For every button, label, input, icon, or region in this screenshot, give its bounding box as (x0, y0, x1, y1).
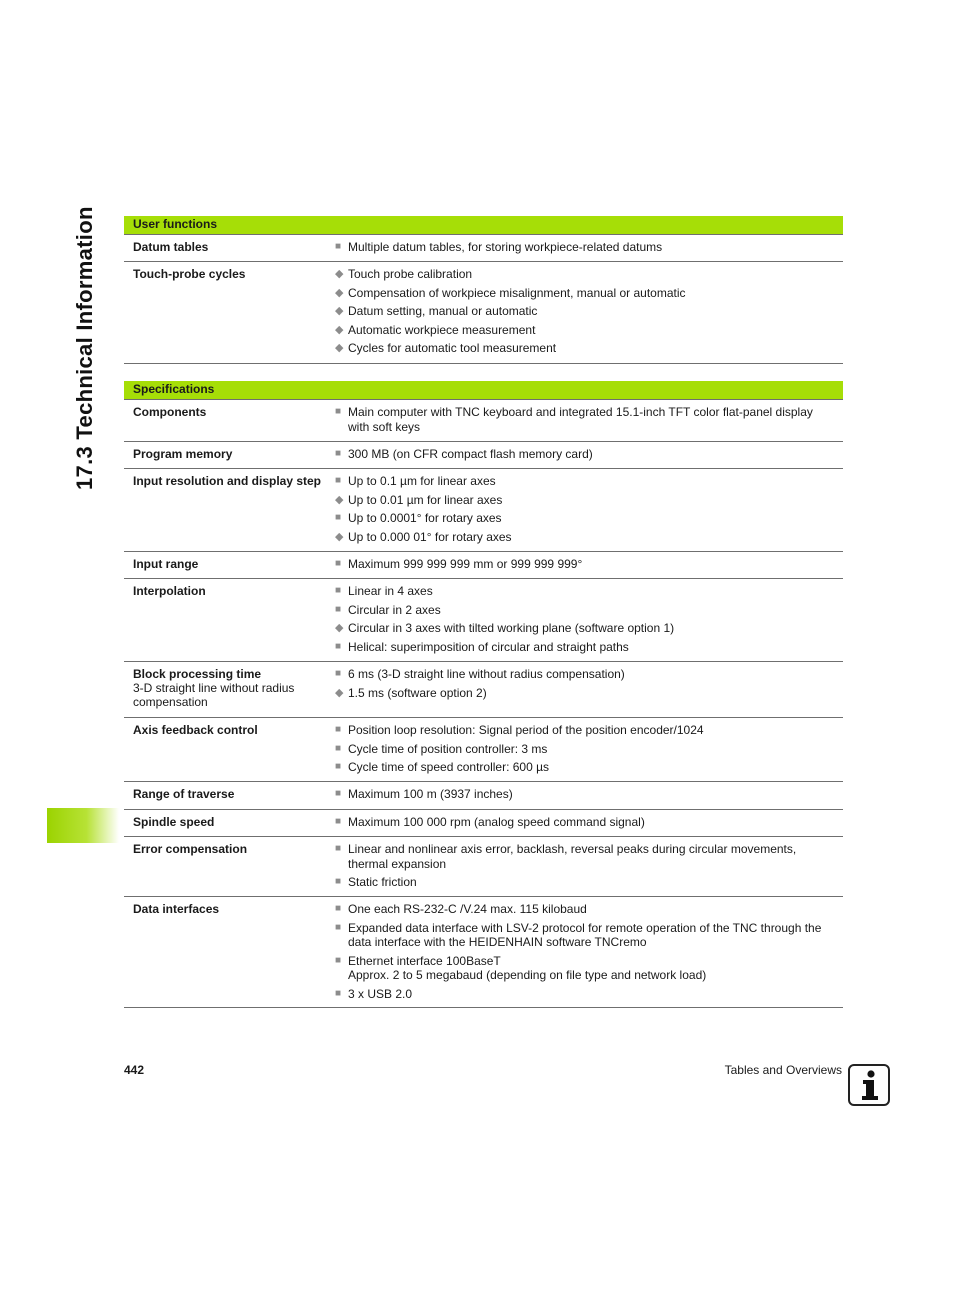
row-label: Axis feedback control (133, 723, 258, 737)
square-bullet-icon: ■ (335, 903, 342, 914)
row-label: Spindle speed (133, 815, 215, 829)
list-item (335, 875, 835, 890)
item-text: Up to 0.0001° for rotary axes (348, 511, 502, 525)
row-label-cell (124, 667, 335, 717)
item-text: Up to 0.000 01° for rotary axes (348, 529, 512, 544)
item-text: Maximum 100 m (3937 inches) (348, 787, 513, 801)
square-bullet-icon: ■ (335, 761, 342, 772)
table-row (124, 579, 843, 662)
diamond-bullet-icon: ◆ (335, 622, 344, 634)
square-bullet-icon: ■ (335, 640, 342, 652)
square-bullet-icon: ■ (335, 954, 342, 966)
table-row (124, 837, 843, 897)
row-label: Datum tables (133, 240, 209, 254)
row-values (335, 584, 843, 661)
row-values (335, 557, 843, 578)
table-row (124, 442, 843, 469)
item-text: Expanded data interface with LSV-2 protocol for remote operation of the TNC through the data interface with the HEIDENHAIN software TNCremo (348, 920, 822, 949)
row-label-cell (124, 474, 335, 551)
list-item (335, 815, 835, 830)
row-label: Input range (133, 557, 199, 571)
item-text: Circular in 3 axes with tilted working plane (software option 1) (348, 621, 675, 635)
diamond-bullet-icon: ◆ (335, 493, 344, 506)
section-header: User functions (124, 216, 843, 235)
square-bullet-icon: ■ (335, 987, 342, 999)
item-text: Linear and nonlinear axis error, backlash, reversal peaks during circular movements, thermal expansion (348, 842, 797, 871)
item-text: 1.5 ms (software option 2) (348, 685, 487, 700)
row-values (335, 723, 843, 781)
row-values (335, 405, 843, 441)
diamond-bullet-icon: ◆ (335, 305, 344, 317)
item-text: Multiple datum tables, for storing workpiece-related datums (348, 240, 663, 254)
specifications-table (124, 381, 843, 1008)
list-item (335, 954, 835, 983)
item-text: Cycle time of position controller: 3 ms (348, 741, 548, 756)
user-functions-table (124, 216, 843, 364)
row-sublabel: 3-D straight line without radius compensation (133, 681, 295, 709)
square-bullet-icon: ■ (335, 816, 342, 827)
square-bullet-icon: ■ (335, 921, 342, 933)
row-values (335, 667, 843, 717)
list-item (335, 286, 835, 301)
diamond-bullet-icon: ◆ (335, 268, 344, 280)
row-label: Range of traverse (133, 787, 235, 801)
diamond-bullet-icon: ◆ (335, 342, 344, 354)
list-item (335, 405, 835, 434)
item-text: 300 MB (on CFR compact flash memory card) (348, 447, 593, 461)
row-label-cell (124, 584, 335, 661)
list-item (335, 323, 835, 338)
chapter-name: Tables and Overviews (724, 1063, 842, 1077)
item-text: Up to 0.01 µm for linear axes (348, 492, 503, 507)
row-label-cell (124, 405, 335, 441)
row-values (335, 447, 843, 468)
row-label-cell (124, 267, 335, 363)
square-bullet-icon: ■ (335, 475, 342, 486)
item-text: Automatic workpiece measurement (348, 322, 536, 337)
table-row (124, 235, 843, 262)
square-bullet-icon: ■ (335, 448, 342, 459)
square-bullet-icon: ■ (335, 788, 342, 799)
list-item (335, 742, 835, 757)
list-item (335, 621, 835, 636)
diamond-bullet-icon: ◆ (335, 323, 344, 336)
row-label: Interpolation (133, 584, 206, 598)
item-text: Compensation of workpiece misalignment, manual or automatic (348, 285, 686, 300)
list-item (335, 493, 835, 508)
table-row (124, 782, 843, 810)
list-item (335, 760, 835, 775)
row-label: Touch-probe cycles (133, 267, 246, 281)
item-text: 3 x USB 2.0 (348, 986, 413, 1001)
diamond-bullet-icon: ◆ (335, 686, 344, 699)
list-item (335, 640, 835, 655)
list-item (335, 240, 835, 255)
item-text: Up to 0.1 µm for linear axes (348, 474, 496, 488)
list-item (335, 686, 835, 701)
row-label-cell (124, 447, 335, 468)
table-row (124, 718, 843, 782)
item-text: Linear in 4 axes (348, 584, 433, 598)
row-label-cell (124, 842, 335, 896)
list-item (335, 902, 835, 917)
item-text: Position loop resolution: Signal period of the position encoder/1024 (348, 723, 704, 737)
list-item (335, 267, 835, 282)
item-text: Cycles for automatic tool measurement (348, 341, 557, 355)
item-text: 6 ms (3-D straight line without radius compensation) (348, 667, 625, 681)
item-text: Maximum 100 000 rpm (analog speed command signal) (348, 815, 645, 829)
item-text: Maximum 999 999 999 mm or 999 999 999° (348, 557, 583, 571)
list-item (335, 921, 835, 950)
square-bullet-icon: ■ (335, 603, 342, 615)
row-label: Program memory (133, 447, 233, 461)
chapter-tab-marker (47, 808, 119, 843)
list-item (335, 447, 835, 462)
square-bullet-icon: ■ (335, 241, 342, 252)
list-item (335, 603, 835, 618)
list-item (335, 557, 835, 572)
row-label-cell (124, 815, 335, 836)
list-item (335, 474, 835, 489)
item-text: Ethernet interface 100BaseT (348, 953, 501, 968)
table-row (124, 552, 843, 579)
square-bullet-icon: ■ (335, 876, 342, 887)
row-label: Error compensation (133, 842, 248, 856)
diamond-bullet-icon: ◆ (335, 286, 344, 299)
row-label-cell (124, 723, 335, 781)
list-item (335, 723, 835, 738)
item-text: Circular in 2 axes (348, 602, 441, 617)
list-item (335, 842, 835, 871)
row-values (335, 787, 843, 809)
square-bullet-icon: ■ (335, 843, 342, 854)
list-item (335, 987, 835, 1002)
square-bullet-icon: ■ (335, 512, 342, 523)
item-text: Touch probe calibration (348, 267, 473, 281)
table-row (124, 469, 843, 552)
info-icon (848, 1064, 890, 1106)
row-values (335, 240, 843, 261)
item-text: Main computer with TNC keyboard and integrated 15.1-inch TFT color flat-panel display with soft keys (348, 405, 813, 434)
list-item (335, 341, 835, 356)
row-label-cell (124, 557, 335, 578)
square-bullet-icon: ■ (335, 668, 342, 679)
row-label: Block processing time (133, 667, 262, 681)
row-label-cell (124, 240, 335, 261)
row-values (335, 474, 843, 551)
row-label-cell (124, 787, 335, 809)
item-text: Cycle time of speed controller: 600 µs (348, 760, 550, 774)
table-row (124, 897, 843, 1008)
list-item (335, 667, 835, 682)
row-label: Data interfaces (133, 902, 220, 916)
square-bullet-icon: ■ (335, 406, 342, 417)
item-text-line2: Approx. 2 to 5 megabaud (depending on file type and network load) (348, 968, 707, 982)
list-item (335, 584, 835, 599)
row-label: Input resolution and display step (133, 474, 322, 488)
row-values (335, 902, 843, 1007)
square-bullet-icon: ■ (335, 724, 342, 735)
list-item (335, 787, 835, 802)
item-text: Static friction (348, 875, 417, 889)
list-item (335, 530, 835, 545)
row-label: Components (133, 405, 207, 419)
square-bullet-icon: ■ (335, 742, 342, 754)
table-row (124, 810, 843, 837)
row-values (335, 842, 843, 896)
item-text: Datum setting, manual or automatic (348, 304, 538, 318)
side-chapter-title: 17.3 Technical Information (72, 206, 97, 490)
diamond-bullet-icon: ◆ (335, 530, 344, 543)
section-header: Specifications (124, 381, 843, 400)
square-bullet-icon: ■ (335, 558, 342, 569)
item-text: One each RS-232-C /V.24 max. 115 kilobaud (348, 902, 587, 916)
row-values (335, 267, 843, 363)
table-row (124, 400, 843, 442)
row-label-cell (124, 902, 335, 1007)
table-row (124, 662, 843, 718)
page-number: 442 (124, 1063, 145, 1077)
square-bullet-icon: ■ (335, 585, 342, 596)
list-item (335, 304, 835, 319)
item-text: Helical: superimposition of circular and straight paths (348, 639, 629, 654)
row-values (335, 815, 843, 836)
list-item (335, 511, 835, 526)
table-row (124, 262, 843, 364)
